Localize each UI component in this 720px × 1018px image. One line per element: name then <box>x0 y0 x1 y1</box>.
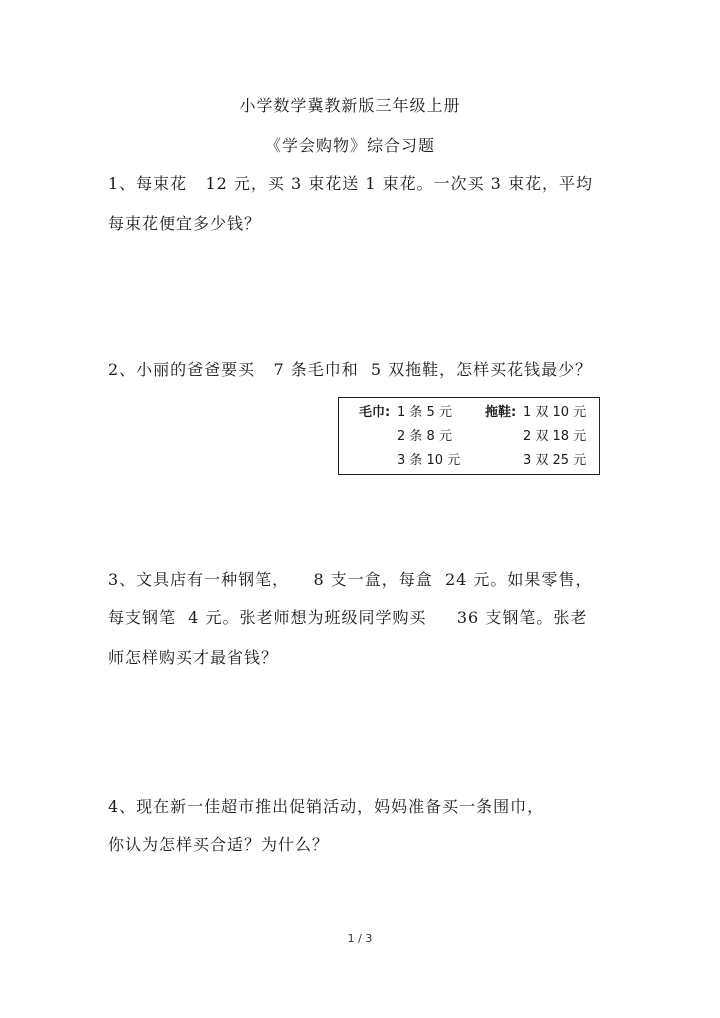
towel-price-1: 1 条 5 元 <box>397 405 452 420</box>
document-title: 小学数学冀教新版三年级上册 <box>239 96 461 115</box>
towel-price-3: 3 条 10 元 <box>397 453 461 468</box>
question-4-line-2: 你认为怎样买合适？为什么？ <box>108 835 330 854</box>
towel-price-2: 2 条 8 元 <box>397 429 452 444</box>
question-2-line-1: 2、小丽的爸爸要买 7 条毛巾和 5 双拖鞋，怎样买花钱最少？ <box>108 360 593 379</box>
towel-label: 毛巾: <box>359 405 391 420</box>
question-3-line-2: 每支钢笔 4 元。张老师想为班级同学购买 36 支钢笔。张老 <box>108 608 588 627</box>
question-3-line-3: 师怎样购买才最省钱？ <box>108 648 279 667</box>
price-table <box>338 397 600 475</box>
slipper-price-1: 1 双 10 元 <box>523 405 587 420</box>
slipper-price-2: 2 双 18 元 <box>523 429 587 444</box>
slipper-label: 拖鞋: <box>485 405 517 420</box>
question-1-line-1: 1、每束花 12 元，买 3 束花送 1 束花。一次买 3 束花，平均 <box>108 174 593 193</box>
document-subtitle: 《学会购物》综合习题 <box>264 136 435 155</box>
page-indicator: 1 / 3 <box>347 932 373 945</box>
slipper-price-3: 3 双 25 元 <box>523 453 587 468</box>
question-1-line-2: 每束花便宜多少钱？ <box>108 214 262 233</box>
question-3-line-1: 3、文具店有一种钢笔， 8 支一盒，每盒 24 元。如果零售， <box>108 570 593 589</box>
question-4-line-1: 4、现在新一佳超市推出促销活动，妈妈准备买一条围巾， <box>108 797 545 816</box>
